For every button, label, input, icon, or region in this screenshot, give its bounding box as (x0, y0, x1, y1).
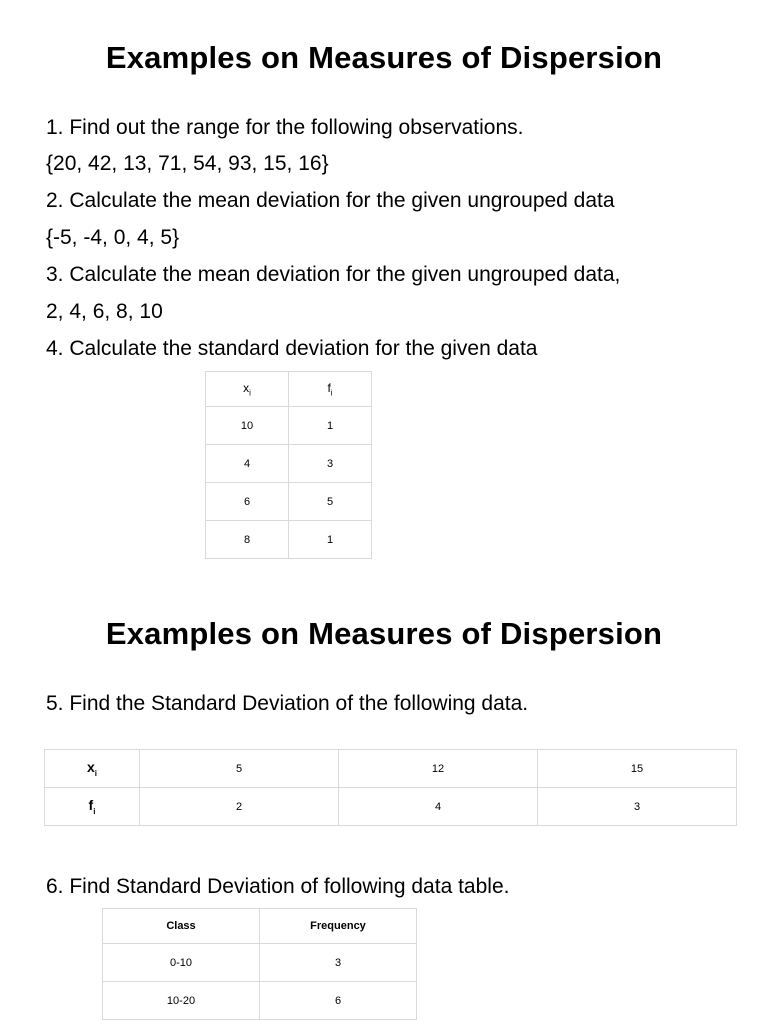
question-2: 2. Calculate the mean deviation for the given ungrouped data (46, 189, 615, 212)
question-6: 6. Find Standard Deviation of following data table. (46, 875, 510, 898)
question-5-table (44, 749, 737, 826)
section2-title: Examples on Measures of Dispersion (105, 616, 663, 651)
table-row-fi (45, 788, 737, 826)
table-cell: 8 (206, 521, 289, 559)
question-4-table (205, 371, 372, 559)
table-row (206, 483, 372, 521)
table-cell: 3 (289, 445, 372, 483)
table-row (103, 944, 417, 982)
table-cell: 5 (140, 750, 339, 788)
question-4: 4. Calculate the standard deviation for the given data (46, 337, 538, 360)
table-cell: 6 (206, 483, 289, 521)
table-row (206, 407, 372, 445)
table-cell: 1 (289, 521, 372, 559)
row-label-fi: $f_i$ (45, 788, 140, 826)
table-row-xi (45, 750, 737, 788)
table-cell: 1 (289, 407, 372, 445)
table-cell: 12 (339, 750, 538, 788)
table-header-row (206, 372, 372, 407)
question-1-data: {20, 42, 13, 71, 54, 93, 15, 16} (46, 152, 329, 175)
question-5: 5. Find the Standard Deviation of the following data. (46, 692, 529, 715)
question-3-data: 2, 4, 6, 8, 10 (46, 300, 163, 323)
header-class: Class (103, 909, 260, 944)
header-frequency: Frequency (260, 909, 417, 944)
table-cell: 4 (206, 445, 289, 483)
table-cell: 5 (289, 483, 372, 521)
table-cell: 10-20 (103, 982, 260, 1020)
table-cell: 10 (206, 407, 289, 445)
table-cell: 3 (260, 944, 417, 982)
table-cell: 3 (538, 788, 737, 826)
question-3: 3. Calculate the mean deviation for the given ungrouped data, (46, 263, 621, 286)
question-2-data: {-5, -4, 0, 4, 5} (46, 226, 180, 249)
question-1: 1. Find out the range for the following observations. (46, 116, 524, 139)
table-cell: 0-10 (103, 944, 260, 982)
header-xi: $x_i$ (206, 372, 289, 407)
table-cell: 4 (339, 788, 538, 826)
section1-title: Examples on Measures of Dispersion (105, 40, 663, 75)
table-cell: 15 (538, 750, 737, 788)
table-cell: 6 (260, 982, 417, 1020)
table-header-row (103, 909, 417, 944)
row-label-xi: $x_i$ (45, 750, 140, 788)
table-row (206, 445, 372, 483)
table-row (103, 982, 417, 1020)
question-6-table (102, 908, 417, 1020)
table-cell: 2 (140, 788, 339, 826)
header-fi: $f_i$ (289, 372, 372, 407)
table-row (206, 521, 372, 559)
